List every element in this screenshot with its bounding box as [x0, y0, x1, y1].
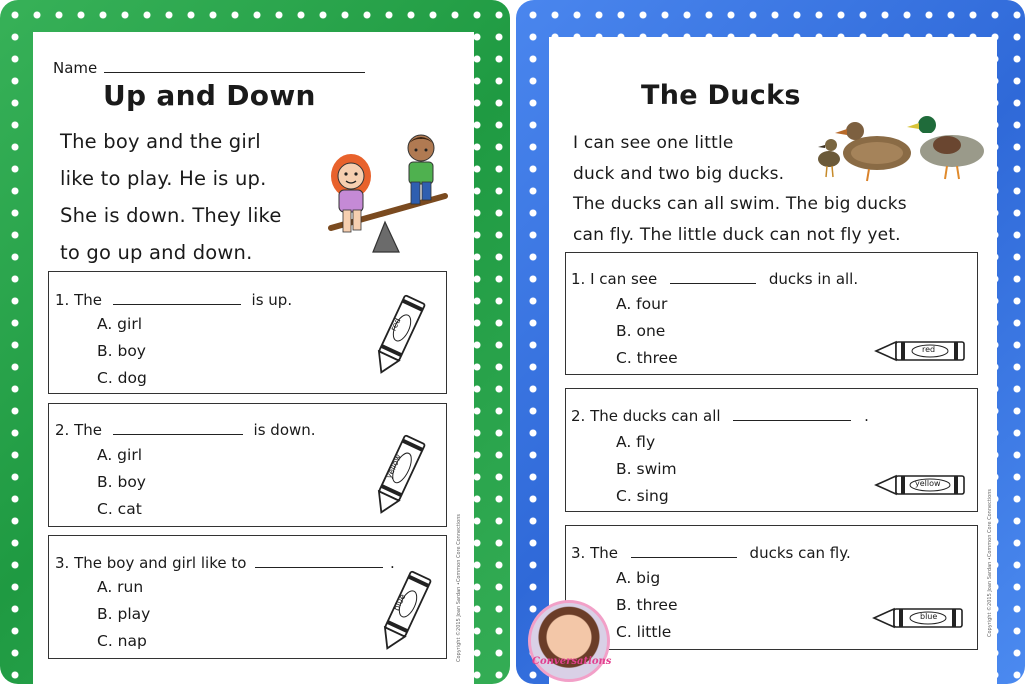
answer-option-b[interactable]: B. one [616, 322, 666, 340]
passage-line: The ducks can all swim. The big ducks [573, 194, 907, 214]
answer-option-b[interactable]: B. three [616, 596, 678, 614]
crayon-color-label: red [922, 345, 936, 354]
question-box-2 [565, 388, 978, 512]
question-stem [55, 553, 395, 572]
question-stem-end: ducks can fly. [749, 544, 851, 562]
question-box-3 [48, 535, 447, 659]
question-stem-start: 2. The ducks can all [571, 407, 721, 425]
question-stem [55, 290, 292, 309]
answer-option-b[interactable]: B. play [97, 605, 151, 623]
question-stem-start: 3. The [571, 544, 618, 562]
answer-option-c[interactable]: C. dog [97, 369, 147, 387]
answer-option-a[interactable]: A. big [616, 569, 661, 587]
question-stem [55, 420, 316, 439]
crayon-color-label: yellow [915, 479, 941, 488]
answer-blank[interactable] [733, 406, 851, 421]
question-stem-start: 3. The boy and girl like to [55, 554, 247, 572]
answer-blank[interactable] [631, 543, 737, 558]
passage-line: like to play. He is up. [60, 167, 267, 190]
question-stem-start: 2. The [55, 421, 102, 439]
question-box-1 [48, 271, 447, 394]
seesaw-kids-illustration [323, 124, 453, 259]
passage-line: She is down. They like [60, 204, 282, 227]
crayon-color-label: red [388, 316, 403, 333]
question-box-1 [565, 252, 978, 375]
crayon-icon [874, 339, 968, 363]
worksheet-title: Up and Down [103, 79, 316, 112]
worksheet-the-ducks [549, 37, 997, 684]
answer-options [97, 574, 150, 655]
question-stem-start: 1. The [55, 291, 102, 309]
answer-options [616, 565, 678, 646]
question-box-3 [565, 525, 978, 650]
passage-line: to go up and down. [60, 241, 253, 264]
ducks-photo [807, 109, 989, 189]
answer-blank[interactable] [670, 269, 756, 284]
crayon-icon [369, 286, 429, 378]
answer-options [97, 442, 146, 523]
crayon-icon [375, 562, 435, 654]
passage-line: I can see one little [573, 133, 734, 153]
copyright-notice: Copyright ©2015 Joan Sardan •Common Core Connections [987, 488, 993, 637]
answer-blank[interactable] [255, 553, 383, 568]
answer-option-b[interactable]: B. swim [616, 460, 677, 478]
question-stem-start: 1. I can see [571, 270, 658, 288]
question-box-2 [48, 403, 447, 527]
crayon-color-label: blue [920, 612, 938, 621]
logo-text: Conversations [532, 656, 612, 667]
answer-option-a[interactable]: A. fly [616, 433, 656, 451]
author-avatar-logo [528, 600, 610, 682]
question-stem-end: . [864, 407, 869, 425]
question-stem [571, 543, 851, 562]
answer-option-b[interactable]: B. boy [97, 342, 146, 360]
answer-option-b[interactable]: B. boy [97, 473, 146, 491]
name-line [104, 72, 365, 73]
answer-blank[interactable] [113, 420, 243, 435]
answer-options [97, 311, 147, 392]
reading-passage [60, 123, 282, 271]
question-stem-end: is up. [251, 291, 293, 309]
passage-line: The boy and the girl [60, 130, 261, 153]
answer-option-c[interactable]: C. nap [97, 632, 147, 650]
worksheet-title: The Ducks [641, 80, 801, 111]
answer-blank[interactable] [113, 290, 241, 305]
answer-option-a[interactable]: A. run [97, 578, 144, 596]
answer-options [616, 429, 677, 510]
question-stem-end: . [389, 554, 395, 572]
passage-line: can fly. The little duck can not fly yet. [573, 224, 901, 245]
copyright-notice: Copyright ©2015 Joan Sardan •Common Core Connections [456, 513, 462, 662]
answer-option-a[interactable]: A. girl [97, 446, 143, 464]
answer-option-a[interactable]: A. four [616, 295, 668, 313]
answer-option-c[interactable]: C. little [616, 623, 672, 641]
crayon-color-label: blue [391, 592, 408, 613]
crayon-icon [369, 426, 429, 518]
crayon-icon [872, 606, 966, 630]
question-stem-end: is down. [253, 421, 316, 439]
answer-option-c[interactable]: C. cat [97, 500, 142, 518]
answer-option-c[interactable]: C. sing [616, 487, 669, 505]
question-stem [571, 406, 869, 425]
answer-option-c[interactable]: C. three [616, 349, 678, 367]
question-stem-end: ducks in all. [768, 270, 859, 288]
passage-line: duck and two big ducks. [573, 163, 785, 184]
name-label: Name [53, 59, 98, 77]
worksheet-up-and-down [33, 32, 474, 684]
answer-option-a[interactable]: A. girl [97, 315, 143, 333]
answer-options [616, 291, 678, 372]
question-stem [571, 269, 858, 288]
crayon-color-label: yellow [384, 453, 404, 480]
